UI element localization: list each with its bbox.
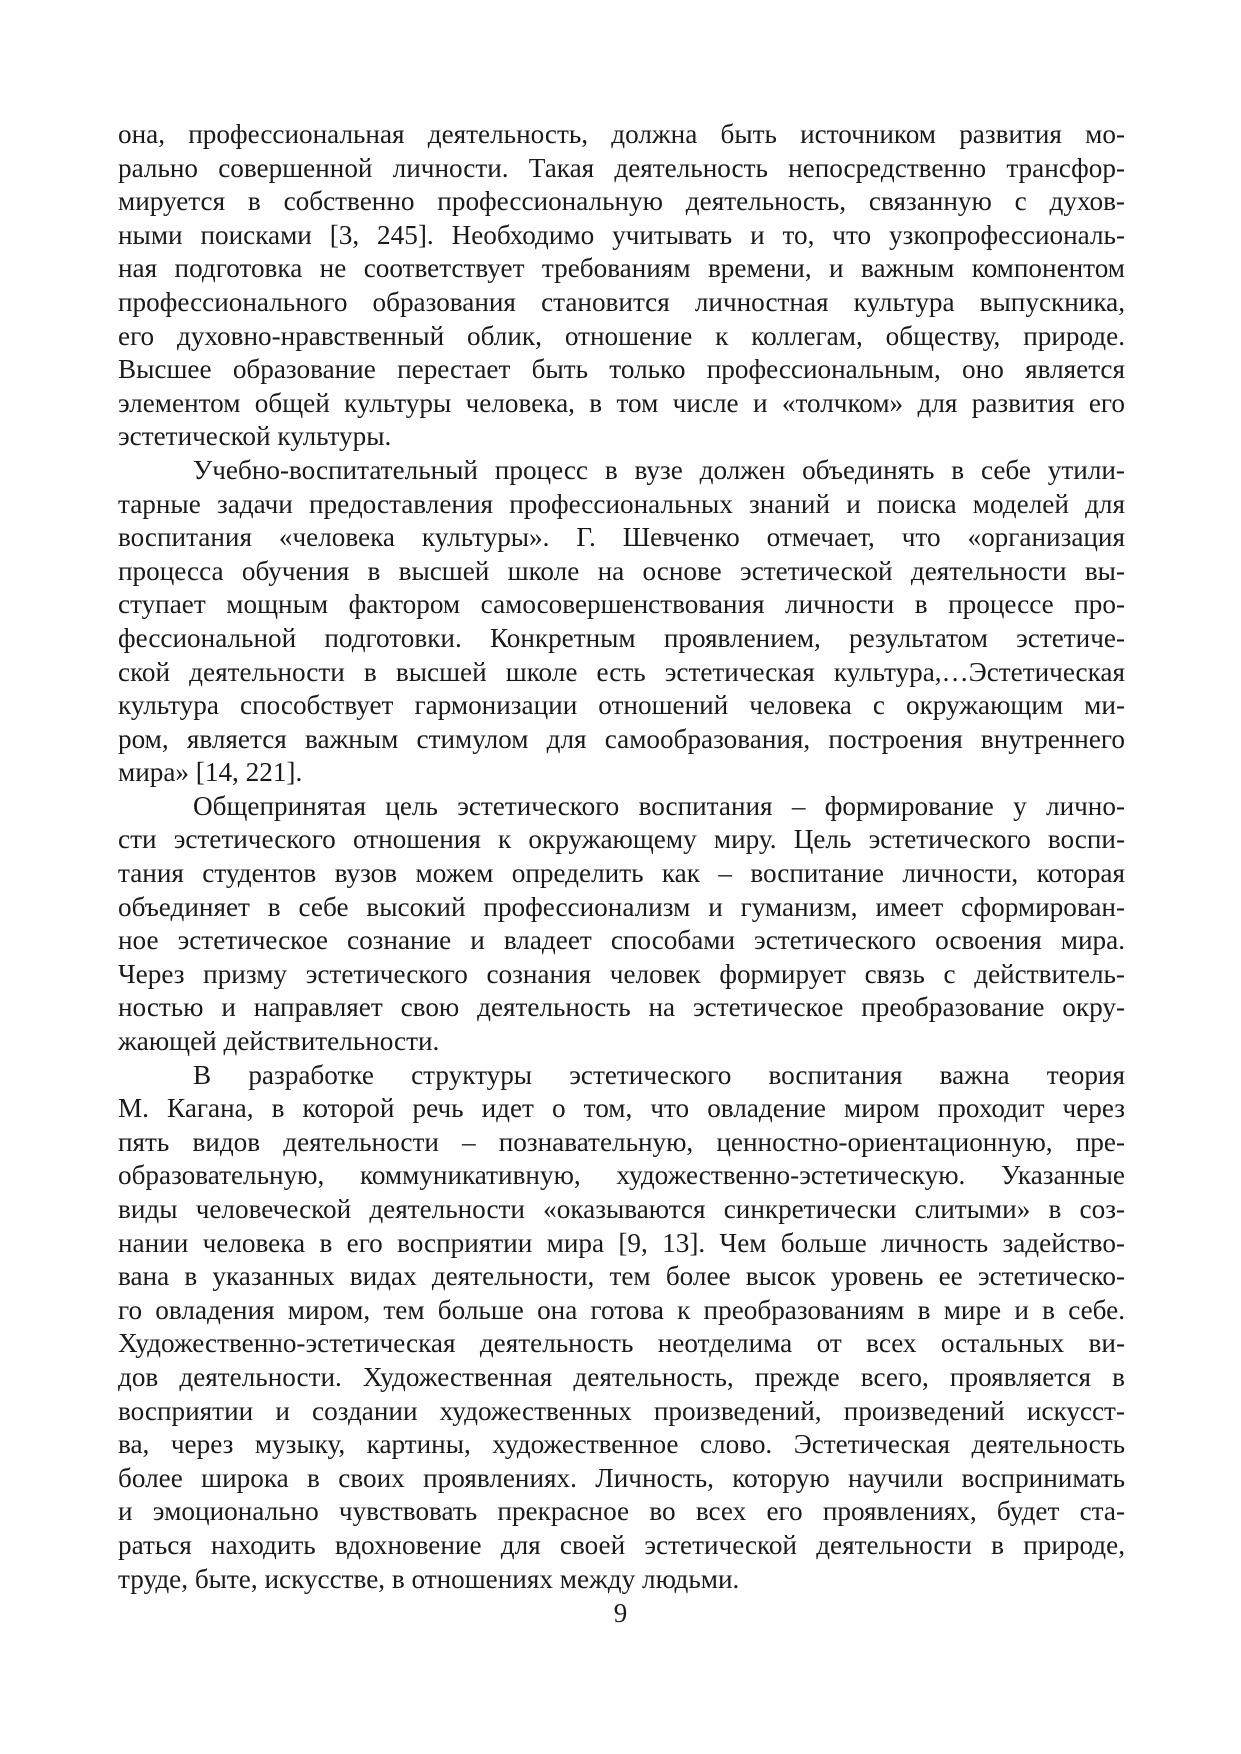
text-line: ная подготовка не соответствует требованиям времени, и важным компонентом: [118, 253, 1125, 284]
text-line: сти эстетического отношения к окружающему миру. Цель эстетического воспи-: [118, 824, 1125, 855]
text-line: мира» [14, 221].: [118, 757, 303, 788]
text-line: М. Кагана, в которой речь идет о том, что овладение миром проходит через: [118, 1093, 1125, 1124]
text-line: дов деятельности. Художественная деятельность, прежде всего, проявляется в: [118, 1361, 1125, 1392]
text-line: В разработке структуры эстетического воспитания важна теория: [193, 1059, 1125, 1090]
text-line: тарные задачи предоставления профессиональных знаний и поиска моделей для: [118, 488, 1125, 519]
body-text: [118, 118, 1125, 1596]
text-line: фессиональной подготовки. Конкретным проявлением, результатом эстетиче-: [118, 622, 1125, 653]
text-line: она, профессиональная деятельность, должна быть источником развития мо-: [118, 119, 1125, 149]
paragraph: [118, 790, 1125, 1059]
text-line: ва, через музыку, картины, художественное слово. Эстетическая деятельность: [118, 1429, 1125, 1460]
text-line: профессионального образования становится личностная культура выпускника,: [118, 286, 1125, 317]
text-line: Художественно-эстетическая деятельность неотделима от всех остальных ви-: [118, 1328, 1125, 1359]
text-line: го овладения миром, тем больше она готова к преобразованиям в мире и в себе.: [118, 1294, 1125, 1325]
text-line: виды человеческой деятельности «оказываются синкретически слитыми» в соз-: [118, 1194, 1125, 1224]
text-line: культура способствует гармонизации отношений человека с окружающим ми-: [118, 690, 1125, 721]
paragraph: [118, 454, 1125, 790]
page-number: 9: [613, 1598, 628, 1628]
paragraph: [118, 1059, 1125, 1597]
text-line: Высшее образование перестает быть только профессиональным, оно является: [118, 354, 1125, 385]
text-line: труде, быте, искусстве, в отношениях между людьми.: [118, 1563, 740, 1594]
text-line: нании человека в его восприятии мира [9, 13]. Чем больше личность задейство-: [118, 1227, 1125, 1258]
text-line: более широка в своих проявлениях. Личность, которую научили воспринимать: [118, 1462, 1125, 1493]
text-line: ностью и направляет свою деятельность на эстетическое преобразование окру-: [118, 992, 1125, 1023]
text-line: вана в указанных видах деятельности, тем более высок уровень ее эстетическо-: [118, 1261, 1125, 1292]
text-line: мируется в собственно профессиональную деятельность, связанную с духов-: [118, 186, 1125, 217]
text-line: восприятии и создании художественных произведений, произведений искусст-: [118, 1395, 1125, 1426]
text-line: образовательную, коммуникативную, художественно-эстетическую. Указанные: [118, 1160, 1125, 1191]
text-line: объединяет в себе высокий профессионализм и гуманизм, имеет сформирован-: [118, 891, 1125, 922]
text-line: тания студентов вузов можем определить как – воспитание личности, которая: [118, 858, 1125, 889]
text-line: эстетической культуры.: [118, 421, 392, 452]
text-line: и эмоционально чувствовать прекрасное во всех его проявлениях, будет ста-: [118, 1496, 1125, 1527]
text-line: Общепринятая цель эстетического воспитания – формирование у лично-: [193, 790, 1125, 821]
text-line: раться находить вдохновение для своей эстетической деятельности в природе,: [118, 1529, 1125, 1560]
text-line: Учебно-воспитательный процесс в вузе должен объединять в себе утили-: [193, 454, 1125, 485]
text-line: ступает мощным фактором самосовершенствования личности в процессе про-: [118, 589, 1125, 620]
text-line: элементом общей культуры человека, в том числе и «толчком» для развития его: [118, 387, 1125, 418]
text-line: Через призму эстетического сознания человек формирует связь с действитель-: [118, 958, 1125, 989]
text-line: ное эстетическое сознание и владеет способами эстетического освоения мира.: [118, 925, 1125, 956]
text-line: рально совершенной личности. Такая деятельность непосредственно трансфор-: [118, 152, 1125, 183]
text-line: ром, является важным стимулом для самообразования, построения внутреннего: [118, 723, 1125, 754]
text-line: его духовно-нравственный облик, отношение к коллегам, обществу, природе.: [118, 320, 1125, 351]
text-line: ской деятельности в высшей школе есть эстетическая культура,…Эстетическая: [118, 656, 1125, 687]
paragraph: [118, 118, 1125, 454]
text-line: пять видов деятельности – познавательную, ценностно-ориентационную, пре-: [118, 1126, 1125, 1157]
text-line: жающей действительности.: [118, 1026, 440, 1057]
text-line: процесса обучения в высшей школе на основе эстетической деятельности вы-: [118, 555, 1125, 586]
text-line: ными поисками [3, 245]. Необходимо учитывать и то, что узкопрофессиональ-: [118, 219, 1125, 250]
text-line: воспитания «человека культуры». Г. Шевченко отмечает, что «организация: [118, 522, 1125, 553]
